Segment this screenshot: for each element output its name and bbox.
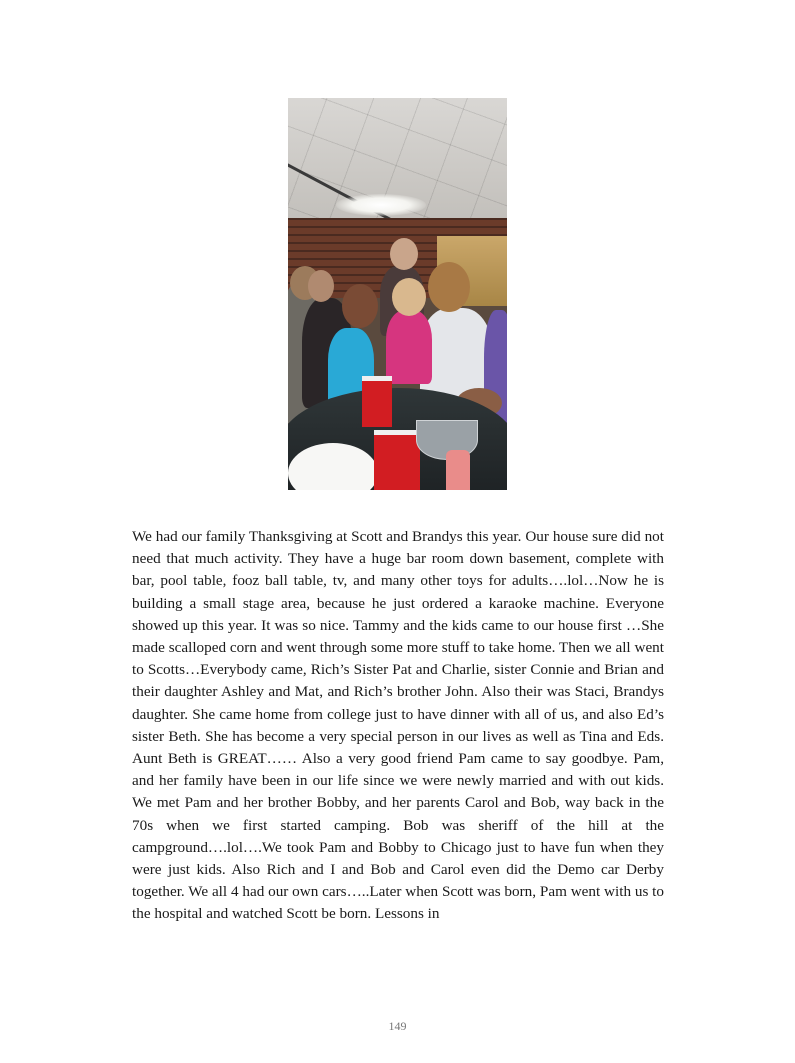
photo-woman-gray-head — [428, 262, 470, 312]
photo-ceiling-light — [336, 194, 426, 216]
photo-toddler-pink — [386, 310, 432, 384]
photo-red-cup — [362, 376, 392, 427]
photo-bottle — [446, 450, 470, 490]
photo-red-cup — [374, 430, 420, 490]
family-gathering-photo — [288, 98, 507, 490]
photo-person-dark-head — [308, 270, 334, 302]
body-paragraph: We had our family Thanksgiving at Scott and Brandys this year. Our house sure did not need that much activity. They have a huge bar room down basement, complete with bar, pool table, fooz ball table, tv, and many other toys for adults….lol…Now he is building a small stage area, because he just ordered a karaoke machine. Everyone showed up this year. It was so nice. Tammy and the kids came to our house first …She made scalloped corn and went through some more stuff to take home. Then we all went to Scotts…Everybody came, Rich’s Sister Pat and Charlie, sister Connie and Brian and their daughter Ashley and Mat, and Rich’s brother John. Also their was Staci, Brandys daughter. She came home from college just to have dinner with all of us, and also Ed’s sister Beth. She has become a very special person in our lives as well as Tina and Eds. Aunt Beth is GREAT…… Also a very good friend Pam came to say goodbye. Pam, and her family have been in our life since we were newly married and with out kids. We met Pam and her brother Bobby, and her parents Carol and Bob, way back in the 70s when we first started camping. Bob was sheriff of the hill at the campground….lol….We took Pam and Bobby to Chicago just to have fun when they were just kids. Also Rich and I and Bob and Carol even did the Demo car Derby together. We all 4 had our own cars…..Later when Scott was born, Pam went with us to the hospital and watched Scott be born. Lessons in — [132, 528, 664, 923]
page-number: 149 — [388, 1019, 407, 1033]
photo-girl-blue-head — [342, 284, 378, 328]
photo-toddler-pink-head — [392, 278, 426, 316]
photo-man-cap-head — [390, 238, 418, 270]
